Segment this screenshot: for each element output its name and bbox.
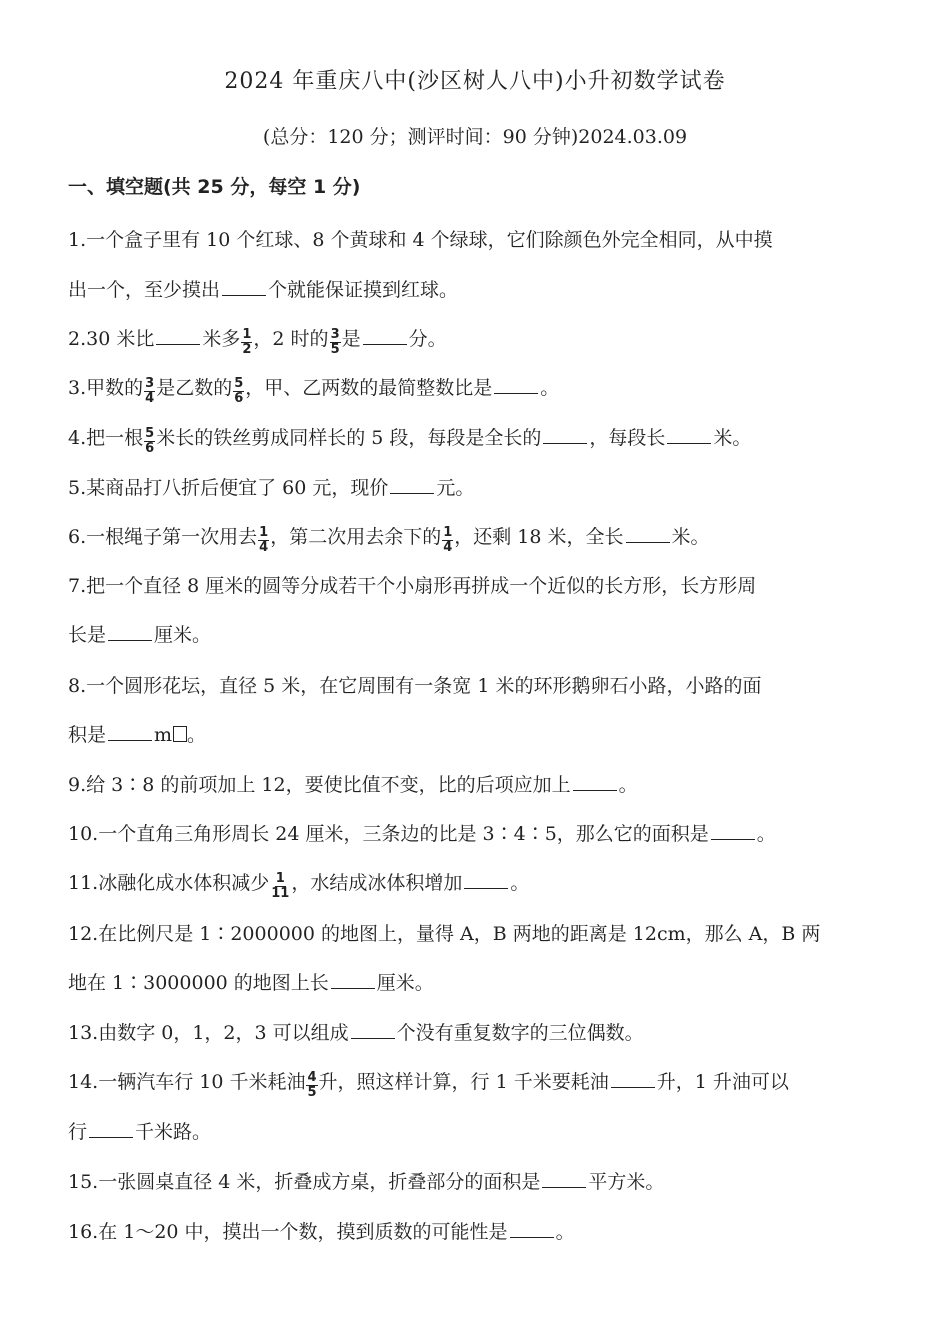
fraction: $\frac{5}{6}$ [145,425,155,456]
question-16: 16.在 1～20 中，摸出一个数，摸到质数的可能性是 。 [68,1221,575,1243]
fraction: $\frac{1}{4}$ [259,524,269,555]
answer-blank[interactable] [611,1069,655,1088]
question-9: 9.给 3∶8 的前项加上 12，要使比值不变，比的后项应加上 。 [68,774,638,796]
answer-blank[interactable] [351,1020,395,1039]
question-14-line-2: 行 千米路。 [68,1121,212,1143]
question-4: 4.把一根 $\frac{5}{6}$ 米长的铁丝剪成同样长的 5 段，每段是全长的 ，每段长 米。 [68,425,752,456]
question-1-line-2: 出一个，至少摸出 个就能保证摸到红球。 [68,279,459,301]
question-3: 3.甲数的 $\frac{3}{4}$ 是乙数的 $\frac{5}{6}$ ，甲、乙两数的最简整数比是 。 [68,375,560,406]
answer-blank[interactable] [156,326,200,345]
question-15: 15.一张圆桌直径 4 米，折叠成方桌，折叠部分的面积是 平方米。 [68,1171,665,1193]
answer-blank[interactable] [222,277,266,296]
question-14-line-1: 14.一辆汽车行 10 千米耗油 $\frac{4}{5}$ 升，照这样计算，行 1 千米要耗油 升，1 升油可以 [68,1069,789,1100]
fraction: $\frac{3}{4}$ [145,375,155,406]
question-12-line-1: 12.在比例尺是 1∶2000000 的地图上，量得 A，B 两地的距离是 12cm，那么 A，B 两 [68,923,821,945]
question-7-line-2: 长是 厘米。 [68,624,212,646]
answer-blank[interactable] [543,425,587,444]
answer-blank[interactable] [108,622,152,641]
missing-glyph-box [173,726,187,742]
answer-blank[interactable] [626,524,670,543]
section-heading: 一、填空题(共 25 分，每空 1 分) [68,176,361,198]
fraction: $\frac{4}{5}$ [307,1069,317,1100]
answer-blank[interactable] [390,475,434,494]
answer-blank[interactable] [464,870,508,889]
fraction: $\frac{1}{4}$ [443,524,453,555]
answer-blank[interactable] [89,1119,133,1138]
answer-blank[interactable] [667,425,711,444]
question-6: 6.一根绳子第一次用去 $\frac{1}{4}$ ，第二次用去余下的 $\frac{1}{4}$ ，还剩 18 米，全长 米。 [68,524,710,555]
question-7-line-1: 7.把一个直径 8 厘米的圆等分成若干个小扇形再拼成一个近似的长方形，长方形周 [68,575,757,597]
fraction: $\frac{1}{2}$ [242,326,252,357]
question-8-line-2: 积是 m 。 [68,724,207,746]
question-12-line-2: 地在 1∶3000000 的地图上长 厘米。 [68,972,434,994]
question-5: 5.某商品打八折后便宜了 60 元，现价 元。 [68,477,475,499]
answer-blank[interactable] [711,821,755,840]
answer-blank[interactable] [108,722,152,741]
answer-blank[interactable] [363,326,407,345]
question-8-line-1: 8.一个圆形花坛，直径 5 米，在它周围有一条宽 1 米的环形鹅卵石小路，小路的面 [68,675,762,697]
fraction: $\frac{3}{5}$ [330,326,340,357]
answer-blank[interactable] [331,970,375,989]
answer-blank[interactable] [510,1219,554,1238]
question-10: 10.一个直角三角形周长 24 厘米，三条边的比是 3∶4∶5，那么它的面积是 。 [68,823,776,845]
answer-blank[interactable] [494,375,538,394]
fraction: $\frac{1}{11}$ [271,870,290,901]
question-2: 2.30 米比 米多 $\frac{1}{2}$ ，2 时的 $\frac{3}{5}$ 是 分。 [68,326,447,357]
question-1-line-1: 1.一个盒子里有 10 个红球、8 个黄球和 4 个绿球，它们除颜色外完全相同，从中摸 [68,229,773,251]
answer-blank[interactable] [573,772,617,791]
question-13: 13.由数字 0，1，2，3 可以组成 个没有重复数字的三位偶数。 [68,1022,644,1044]
exam-info: (总分：120 分；测评时间：90 分钟)2024.03.09 [262,126,688,148]
question-11: 11.冰融化成水体积减少 $\frac{1}{11}$ ，水结成冰体积增加 。 [68,870,530,901]
page-title: 2024 年重庆八中(沙区树人八中)小升初数学试卷 [224,69,726,94]
fraction: $\frac{5}{6}$ [234,375,244,406]
answer-blank[interactable] [542,1169,586,1188]
